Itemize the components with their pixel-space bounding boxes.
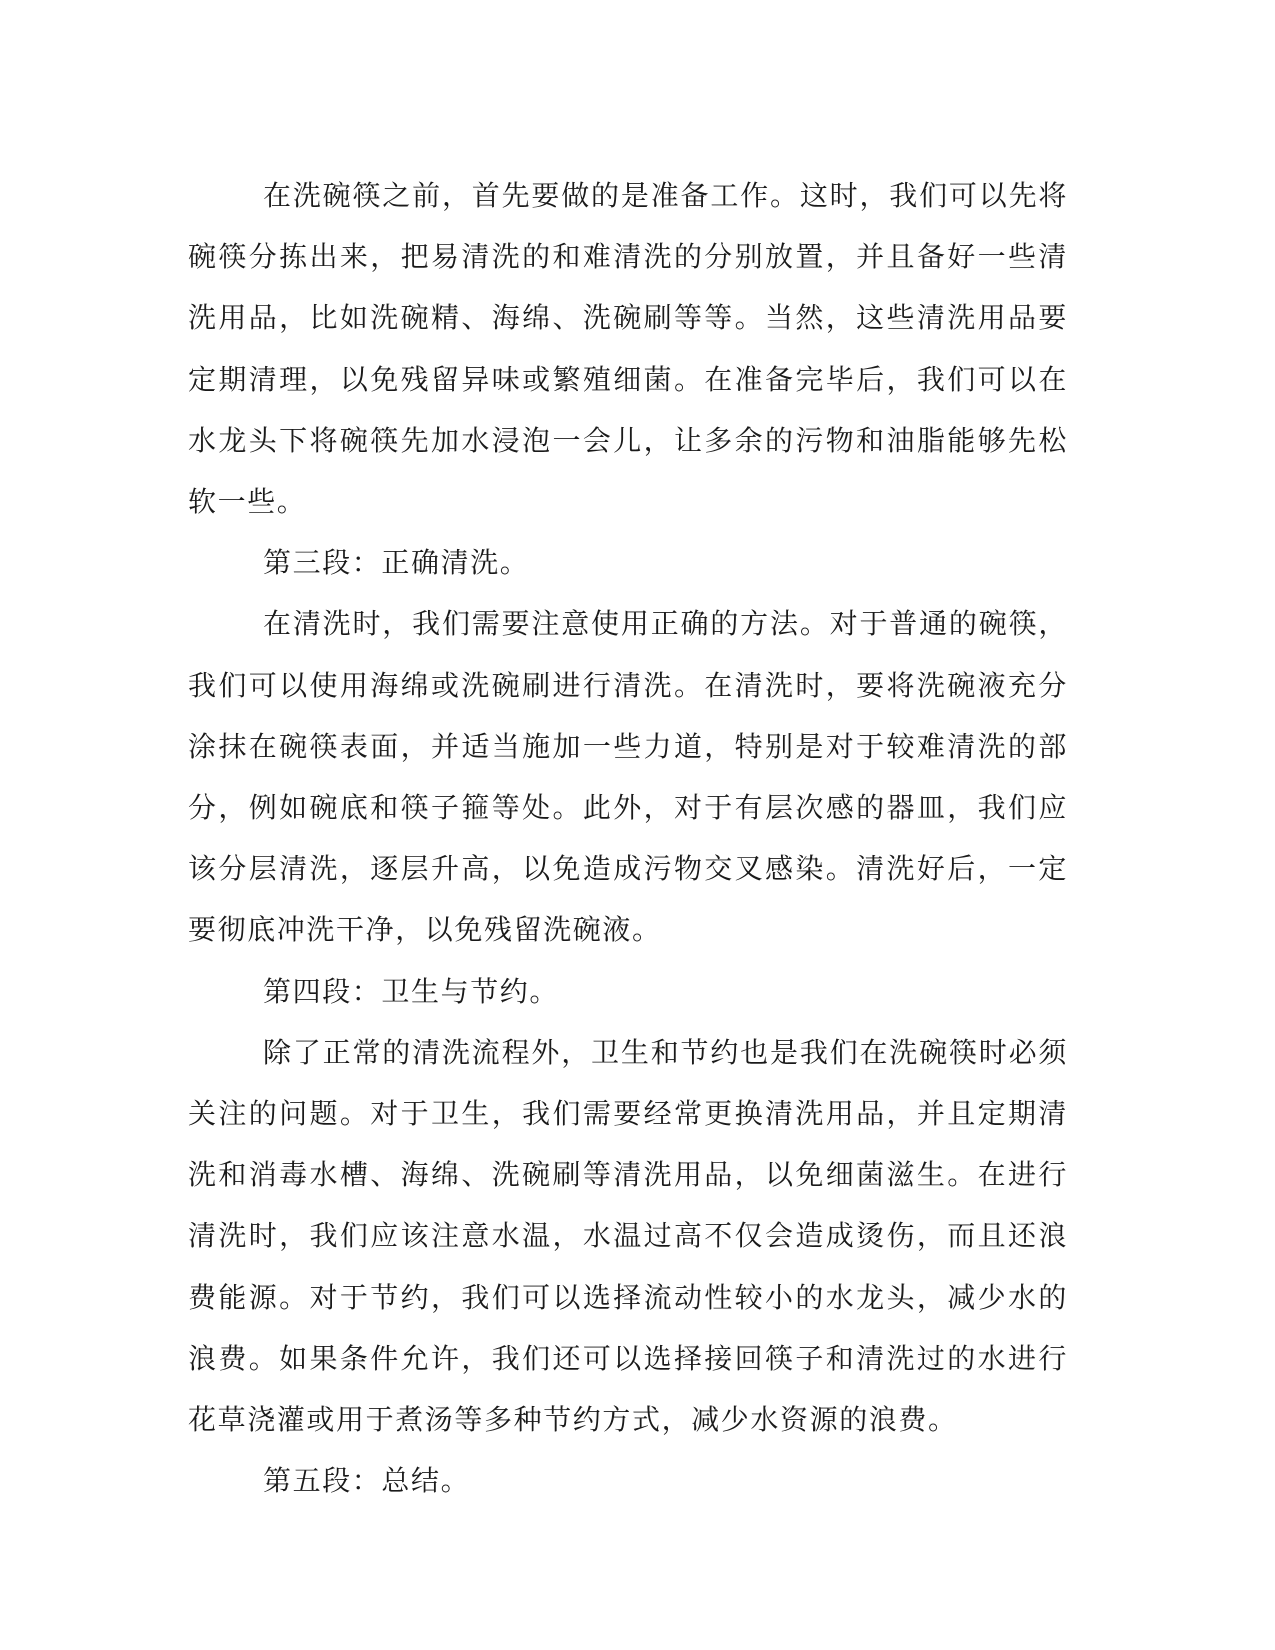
section-heading-5: 第五段：总结。 — [263, 1464, 471, 1498]
paragraph-correct-cleaning: 在清洗时，我们需要注意使用正确的方法。对于普通的碗筷，我们可以使用海绵或洗碗刷进行清洗。在清洗时，要将洗碗液充分涂抹在碗筷表面，并适当施加一些力道，特别是对于较难清洗的部分，例如碗底和筷子箍等处。此外，对于有层次感的器皿，我们应该分层清洗，逐层升高，以免造成污物交叉感染。清洗好后，一定要彻底冲洗干净，以免残留洗碗液。 — [188, 607, 1068, 947]
section-heading-4: 第四段：卫生与节约。 — [263, 974, 560, 1008]
section-heading-3: 第三段：正确清洗。 — [263, 546, 530, 580]
paragraph-hygiene-saving: 除了正常的清洗流程外，卫生和节约也是我们在洗碗筷时必须关注的问题。对于卫生，我们需要经常更换清洗用品，并且定期清洗和消毒水槽、海绵、洗碗刷等清洗用品，以免细菌滋生。在进行清洗时，我们应该注意水温，水温过高不仅会造成烫伤，而且还浪费能源。对于节约，我们可以选择流动性较小的水龙头，减少水的浪费。如果条件允许，我们还可以选择接回筷子和清洗过的水进行花草浇灌或用于煮汤等多种节约方式，减少水资源的浪费。 — [188, 1035, 1068, 1437]
paragraph-preparation: 在洗碗筷之前，首先要做的是准备工作。这时，我们可以先将碗筷分拣出来，把易清洗的和难清洗的分别放置，并且备好一些清洗用品，比如洗碗精、海绵、洗碗刷等等。当然，这些清洗用品要定期清理，以免残留异味或繁殖细菌。在准备完毕后，我们可以在水龙头下将碗筷先加水浸泡一会儿，让多余的污物和油脂能够先松软一些。 — [188, 179, 1068, 519]
document-body — [188, 165, 1068, 1511]
